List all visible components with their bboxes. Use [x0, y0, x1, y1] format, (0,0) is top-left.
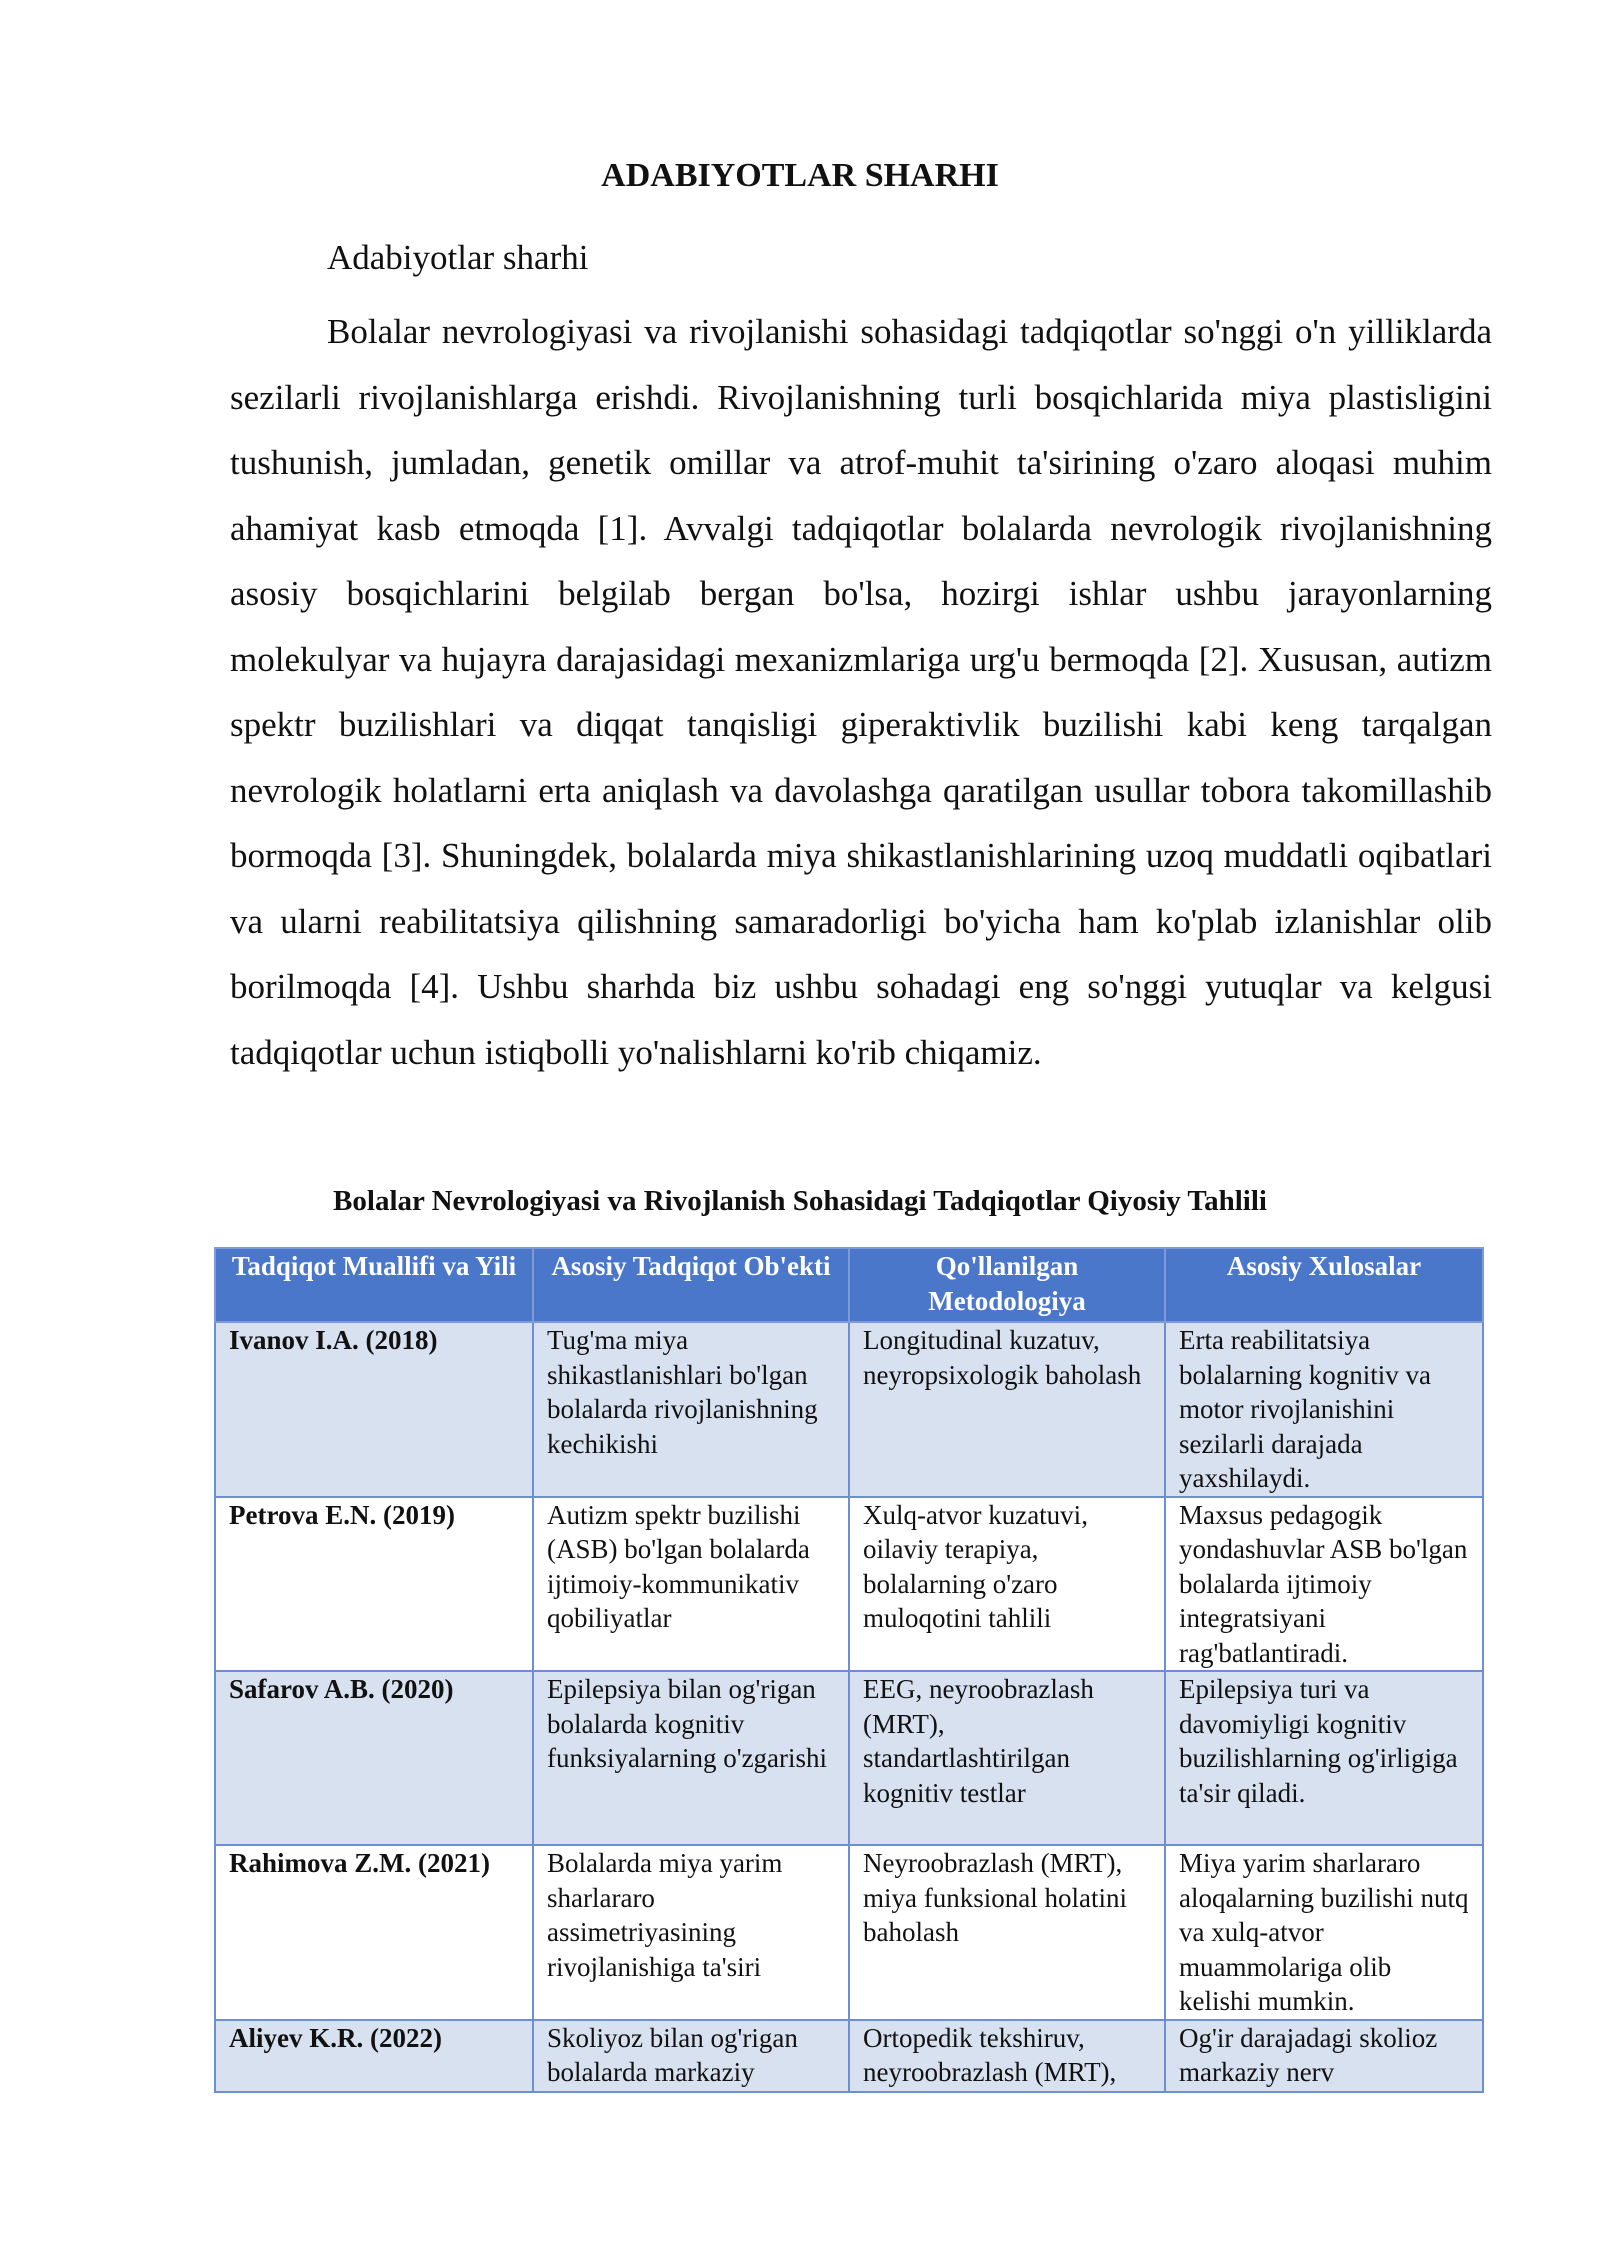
cell-author: Ivanov I.A. (2018) — [215, 1322, 533, 1497]
table-row — [215, 1322, 1483, 1497]
cell-author: Petrova E.N. (2019) — [215, 1497, 533, 1672]
cell-conclusion: Og'ir darajadagi skolioz markaziy nerv — [1165, 2020, 1483, 2092]
cell-object: Autizm spektr buzilishi (ASB) bo'lgan bolalarda ijtimoiy-kommunikativ qobiliyatlar — [533, 1497, 849, 1672]
table-row — [215, 1845, 1483, 2020]
cell-methodology: Longitudinal kuzatuv, neyropsixologik baholash — [849, 1322, 1165, 1497]
body-paragraph: Bolalar nevrologiyasi va rivojlanishi sohasidagi tadqiqotlar so'nggi o'n yilliklarda sezilarli rivojlanishlarga erishdi. Rivojlanishning turli bosqichlarida miya plastisligini tushunish, jumladan, genetik omillar va atrof-muhit ta'sirining o'zaro aloqasi muhim ahamiyat kasb etmoqda [1]. Avvalgi tadqiqotlar bolalarda nevrologik rivojlanishning asosiy bosqichlarini belgilab bergan bo'lsa, hozirgi ishlar ushbu jarayonlarning molekulyar va hujayra darajasidagi mexanizmlariga urg'u bermoqda [2]. Xususan, autizm spektr buzilishlari va diqqat tanqisligi giperaktivlik buzilishi kabi keng tarqalgan nevrologik holatlarni erta aniqlash va davolashga qaratilgan usullar tobora takomillashib bormoqda [3]. Shuningdek, bolalarda miya shikastlanishlarining uzoq muddatli oqibatlari va ularni reabilitatsiya qilishning samaradorligi bo'yicha ham ko'plab izlanishlar olib borilmoqda [4]. Ushbu sharhda biz ushbu sohadagi eng so'nggi yutuqlar va kelgusi tadqiqotlar uchun istiqbolli yo'nalishlarni ko'rib chiqamiz. — [230, 312, 1492, 1072]
header-methodology: Qo'llanilgan Metodologiya — [849, 1248, 1165, 1322]
cell-conclusion: Epilepsiya turi va davomiyligi kognitiv buzilishlarning og'irligiga ta'sir qiladi. — [1165, 1671, 1483, 1845]
section-heading: ADABIYOTLAR SHARHI — [601, 157, 999, 194]
research-comparison-table — [214, 1247, 1484, 2093]
cell-conclusion: Maxsus pedagogik yondashuvlar ASB bo'lgan bolalarda ijtimoiy integratsiyani rag'batlantiradi. — [1165, 1497, 1483, 1672]
table-row — [215, 2020, 1483, 2092]
cell-conclusion: Miya yarim sharlararo aloqalarning buzilishi nutq va xulq-atvor muammolariga olib kelishi mumkin. — [1165, 1845, 1483, 2020]
cell-object: Epilepsiya bilan og'rigan bolalarda kognitiv funksiyalarning o'zgarishi — [533, 1671, 849, 1845]
cell-object: Tug'ma miya shikastlanishlari bo'lgan bolalarda rivojlanishning kechikishi — [533, 1322, 849, 1497]
header-research-object: Asosiy Tadqiqot Ob'ekti — [533, 1248, 849, 1322]
header-author-year: Tadqiqot Muallifi va Yili — [215, 1248, 533, 1322]
header-conclusions: Asosiy Xulosalar — [1165, 1248, 1483, 1322]
cell-methodology: Xulq-atvor kuzatuvi, oilaviy terapiya, bolalarning o'zaro muloqotini tahlili — [849, 1497, 1165, 1672]
table-row — [215, 1671, 1483, 1845]
table-header-row — [215, 1248, 1483, 1322]
cell-methodology: Ortopedik tekshiruv, neyroobrazlash (MRT), — [849, 2020, 1165, 2092]
cell-object: Bolalarda miya yarim sharlararo assimetriyasining rivojlanishiga ta'siri — [533, 1845, 849, 2020]
cell-conclusion: Erta reabilitatsiya bolalarning kognitiv va motor rivojlanishini sezilarli darajada yaxshilaydi. — [1165, 1322, 1483, 1497]
cell-methodology: EEG, neyroobrazlash (MRT), standartlashtirilgan kognitiv testlar — [849, 1671, 1165, 1845]
cell-author: Safarov A.B. (2020) — [215, 1671, 533, 1845]
cell-author: Aliyev K.R. (2022) — [215, 2020, 533, 2092]
cell-methodology: Neyroobrazlash (MRT), miya funksional holatini baholash — [849, 1845, 1165, 2020]
cell-object: Skoliyoz bilan og'rigan bolalarda markaziy — [533, 2020, 849, 2092]
table-row — [215, 1497, 1483, 1672]
table-caption: Bolalar Nevrologiyasi va Rivojlanish Sohasidagi Tadqiqotlar Qiyosiy Tahlili — [333, 1185, 1267, 1217]
cell-author: Rahimova Z.M. (2021) — [215, 1845, 533, 2020]
section-subheading: Adabiyotlar sharhi — [327, 238, 589, 277]
